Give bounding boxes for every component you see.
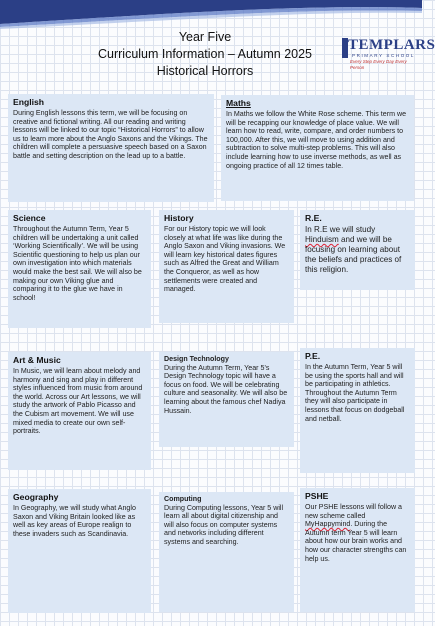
geography-box: [8, 489, 151, 613]
computing-title: Computing: [164, 495, 202, 503]
re-body: In R.E we will study Hinduism and we will be focusing on learning about the beliefs and practices of this religion.: [305, 225, 402, 274]
pshe-box: [300, 488, 415, 612]
science-box: [8, 210, 151, 328]
logo-name: TEMPLARS: [348, 37, 435, 53]
re-title: R.E.: [305, 213, 322, 223]
logo-subtitle: PRIMARY SCHOOL: [352, 53, 415, 58]
english-title: English: [13, 97, 45, 107]
page-title: [60, 29, 350, 80]
logo-tagline: Every Step Every Day Every Person: [350, 59, 407, 70]
science-body: Throughout the Autumn Term, Year 5 children will be undertaking a unit called ‘Working Scientifically’. We will be using Scientific questioning to help us plan our own investigation into which materials would make the best sail. We will also be making our own Viking glue and comparing it to the glue we have in school!: [13, 225, 142, 302]
geography-body: In Geography, we will study what Anglo Saxon and Viking Britain looked like as well as key areas of Europe realign to these invaders such as Scandinavia.: [13, 504, 136, 538]
art-music-title: Art & Music: [13, 355, 61, 365]
english-body: During English lessons this term, we will be focusing on creative and fictional writing. All our reading and writing lessons will be linked to our topic “Historical Horrors” to allow us to learn more about the Anglo Saxons and the Vikings. The children will complete a persuasive speech based on a Saxon battle and setting description on the lead up to a battle.: [13, 109, 208, 160]
pshe-keyword: MyHappymind: [305, 520, 351, 529]
design-technology-title: Design Technology: [164, 355, 229, 363]
title-curriculum: Curriculum Information – Autumn 2025: [98, 47, 312, 61]
history-box: [159, 210, 294, 323]
history-title: History: [164, 213, 194, 223]
pshe-title: PSHE: [305, 491, 329, 501]
pe-body: In the Autumn Term, Year 5 will be using the sports hall and will be participating in athletics. Throughout the Autumn Term they will also participate in lessons that focus on dodgeball and netball.: [305, 363, 405, 423]
re-keyword: Hinduism: [305, 235, 339, 244]
title-year: Year Five: [178, 30, 232, 44]
pshe-body: Our PSHE lessons will follow a new scheme called MyHappymind. During the Autumn term Year 5 will learn about how our brain works and how our character strengths can help us.: [305, 503, 407, 563]
computing-box: [159, 492, 294, 612]
re-box: [300, 210, 415, 290]
computing-text: [164, 495, 289, 547]
school-logo: [344, 37, 435, 70]
science-title: Science: [13, 213, 46, 223]
maths-body: In Maths we follow the White Rose scheme. This term we will be recapping our knowledge of place value. We will learn how to read, write, compare, and order numbers to 100,000. After this, we will move to using addition and subtraction to solve multi-step problems. This will also include learning how to use inverse methods, as well as ongoing practice of all 12 times table.: [226, 110, 407, 170]
pe-box: [300, 348, 415, 473]
design-technology-box: [159, 352, 294, 447]
title-topic: Historical Horrors: [156, 64, 254, 78]
english-box: [8, 94, 214, 202]
maths-title: Maths: [226, 98, 251, 108]
design-technology-text: [164, 355, 289, 415]
art-music-box: [8, 352, 151, 470]
geography-title: Geography: [13, 492, 59, 502]
pe-title: P.E.: [305, 351, 321, 361]
computing-body: During Computing lessons, Year 5 will learn all about digital citizenship and will also focus on computer systems and networks including different systems and searching.: [164, 503, 284, 546]
maths-box: [221, 95, 414, 201]
art-music-body: In Music, we will learn about melody and harmony and sing and play in different styles influenced from music from around the world. Across our Art lessons, we will study the artwork of Pablo Picasso and the Cubism art movement. We will use mixed media to create our own self-portraits.: [13, 367, 143, 436]
history-body: For our History topic we will look closely at what life was like during the Anglo Saxon and Viking invasions. We will learn key historical dates figures such as Alfred the Great and William the Conqueror, as well as how settlements were created and managed.: [164, 225, 286, 294]
header-swoosh: [0, 0, 422, 30]
logo-mark: [342, 38, 348, 58]
design-technology-body: During the Autumn Term, Year 5’s Design Technology topic will have a focus on food. We will be celebrating culture and seasonality. We will also be learning about the famous chef Nadiya Hussain.: [164, 363, 288, 415]
